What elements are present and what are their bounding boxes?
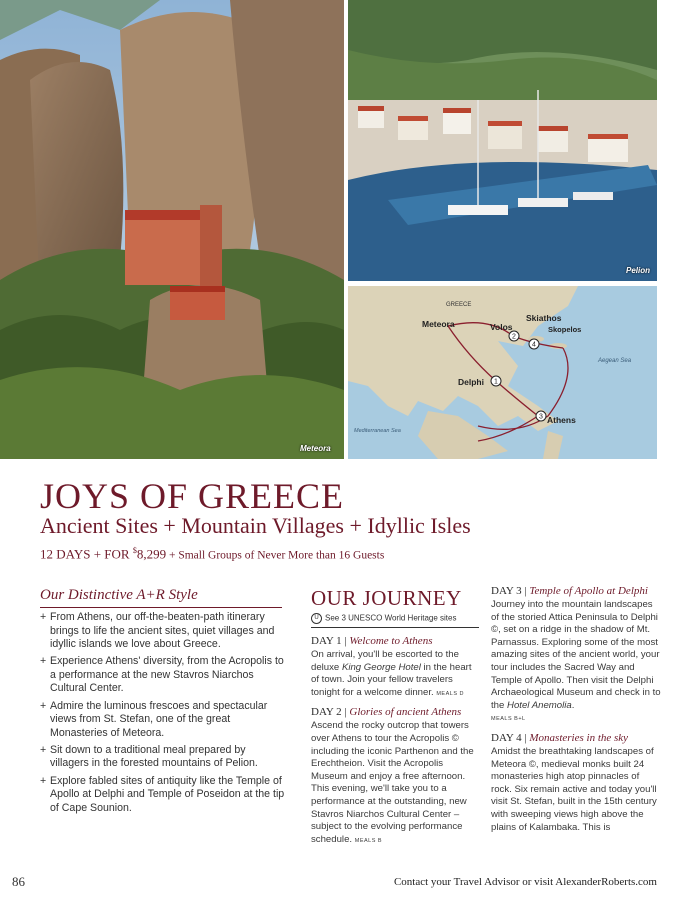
day-text: Ascend the rocky outcrop that towers over Athens to tour the Acropolis © including the iconic Parthenon and the Erechtheion. Visit the Acropolis Museum and enjoy a free afternoon. This evening, we'll take you to a performance at the outstanding, new Stavros Niarchos Cultural Center – subject to the evolving performance schedule. bbox=[311, 720, 474, 845]
day-4-body bbox=[491, 746, 661, 834]
list-item: + Explore fabled sites of antiquity like the Temple of Apollo at Delphi and Temple of Poseidon at the tip of Cape Sounion. bbox=[40, 775, 286, 816]
meteora-photo bbox=[0, 0, 344, 459]
page-number: 86 bbox=[12, 874, 25, 889]
day-3-heading: DAY 3 | Temple of Apollo at Delphi bbox=[491, 585, 648, 597]
map-marker-2: 2 bbox=[512, 333, 516, 341]
map-label-aegean: Aegean Sea bbox=[598, 358, 632, 364]
map-label-volos: Volos bbox=[490, 322, 513, 332]
meals-code: MEALS B bbox=[354, 837, 383, 844]
tagline-price-sup: $ bbox=[132, 546, 137, 555]
day-text: On arrival, you'll be escorted to the deluxe bbox=[311, 649, 459, 673]
unesco-icon: U bbox=[311, 613, 322, 624]
list-item: + Experience Athens' diversity, from the Acropolis to a performance at the new Stavros Niarchos Cultural Center. bbox=[40, 655, 286, 696]
day-label: DAY 2 bbox=[311, 706, 342, 719]
unesco-note bbox=[311, 613, 479, 628]
day-text-em: King George Hotel bbox=[341, 661, 421, 673]
day-title: Welcome to Athens bbox=[349, 635, 433, 647]
map-label-delphi: Delphi bbox=[458, 377, 484, 387]
map-marker-4: 4 bbox=[532, 341, 536, 349]
pelion-photo bbox=[348, 0, 657, 281]
journey-heading: OUR JOURNEY bbox=[311, 586, 462, 610]
unesco-note-text: See 3 UNESCO World Heritage sites bbox=[325, 613, 457, 623]
route-map bbox=[348, 286, 657, 459]
day-label: DAY 3 bbox=[491, 585, 522, 597]
map-label-greece: GREECE bbox=[446, 302, 472, 308]
meals-code: MEALS B+L bbox=[491, 716, 526, 723]
day-text: . bbox=[571, 699, 575, 711]
map-marker-3: 3 bbox=[539, 413, 543, 421]
map-label-mediterranean: Mediterranean Sea bbox=[354, 428, 401, 434]
map-label-meteora: Meteora bbox=[422, 319, 455, 329]
day-text: Journey into the mountain landscapes of the storied Attica Peninsula to Delphi ©, set on a ridge in the shadow of Mt. Parnassus. Exploring some of the most amazing sites of the ancient world, your tour includes the Sacred Way and Temple of Apollo. Then visit the Delphi Archaeological Museum and check in to the bbox=[491, 599, 661, 711]
day-1-heading: DAY 1 | Welcome to Athens bbox=[311, 635, 433, 647]
list-item: + Sit down to a traditional meal prepared by villagers in the forested mountains of Pelion. bbox=[40, 744, 286, 771]
map-label-skiathos: Skiathos bbox=[526, 313, 562, 323]
journey-column-2 bbox=[491, 585, 661, 840]
day-1-body bbox=[311, 649, 479, 700]
tagline-price: 8,299 bbox=[136, 546, 167, 562]
list-item: + Admire the luminous frescoes and spectacular views from St. Stefan, one of the great Monasteries of Meteora. bbox=[40, 700, 286, 741]
day-3-body bbox=[491, 599, 661, 726]
day-label: DAY 1 bbox=[311, 635, 342, 647]
style-heading: Our Distinctive A+R Style bbox=[40, 587, 282, 608]
map-label-athens: Athens bbox=[547, 415, 576, 425]
day-2-body bbox=[311, 720, 479, 847]
list-item: + From Athens, our off-the-beaten-path itinerary brings to life the ancient sites, quiet villages and idyllic islands we love about Greece. bbox=[40, 611, 286, 652]
tagline bbox=[40, 546, 384, 562]
style-bullet-list bbox=[40, 611, 286, 819]
tagline-rest: + Small Groups of Never More than 16 Guests bbox=[166, 549, 385, 562]
day-title: Glories of ancient Athens bbox=[349, 706, 462, 719]
day-2-heading: DAY 2 | Glories of ancient Athens bbox=[311, 706, 462, 719]
page-subtitle: Ancient Sites + Mountain Villages + Idyllic Isles bbox=[40, 513, 471, 538]
meteora-caption: Meteora bbox=[300, 444, 331, 453]
day-label: DAY 4 bbox=[491, 731, 522, 744]
page-title: JOYS OF GREECE bbox=[40, 476, 345, 516]
day-4-heading: DAY 4 | Monasteries in the sky bbox=[491, 731, 629, 744]
map-label-skopelos: Skopelos bbox=[548, 325, 582, 334]
journey-column-1 bbox=[311, 635, 479, 853]
day-text: in the heart of town. Join your fellow travelers tonight for a welcome dinner. bbox=[311, 661, 472, 698]
day-title: Temple of Apollo at Delphi bbox=[529, 585, 648, 597]
day-text-em: Hotel Anemolia bbox=[507, 699, 572, 711]
day-text: Amidst the breathtaking landscapes of Meteora ©, medieval monks built 24 monasteries high atop pinnacles of rock. Six remain active and today you'll visit St. Stefan, built in the 15th century with sweeping views high above the plains of Kalambaka. This is bbox=[491, 745, 657, 833]
footer-contact: Contact your Travel Advisor or visit AlexanderRoberts.com bbox=[393, 876, 657, 888]
tagline-days: 12 DAYS + FOR bbox=[40, 546, 133, 562]
day-title: Monasteries in the sky bbox=[529, 731, 629, 744]
pelion-caption: Pelion bbox=[626, 266, 651, 275]
map-marker-1: 1 bbox=[494, 378, 498, 386]
meals-code: MEALS D bbox=[436, 690, 464, 697]
